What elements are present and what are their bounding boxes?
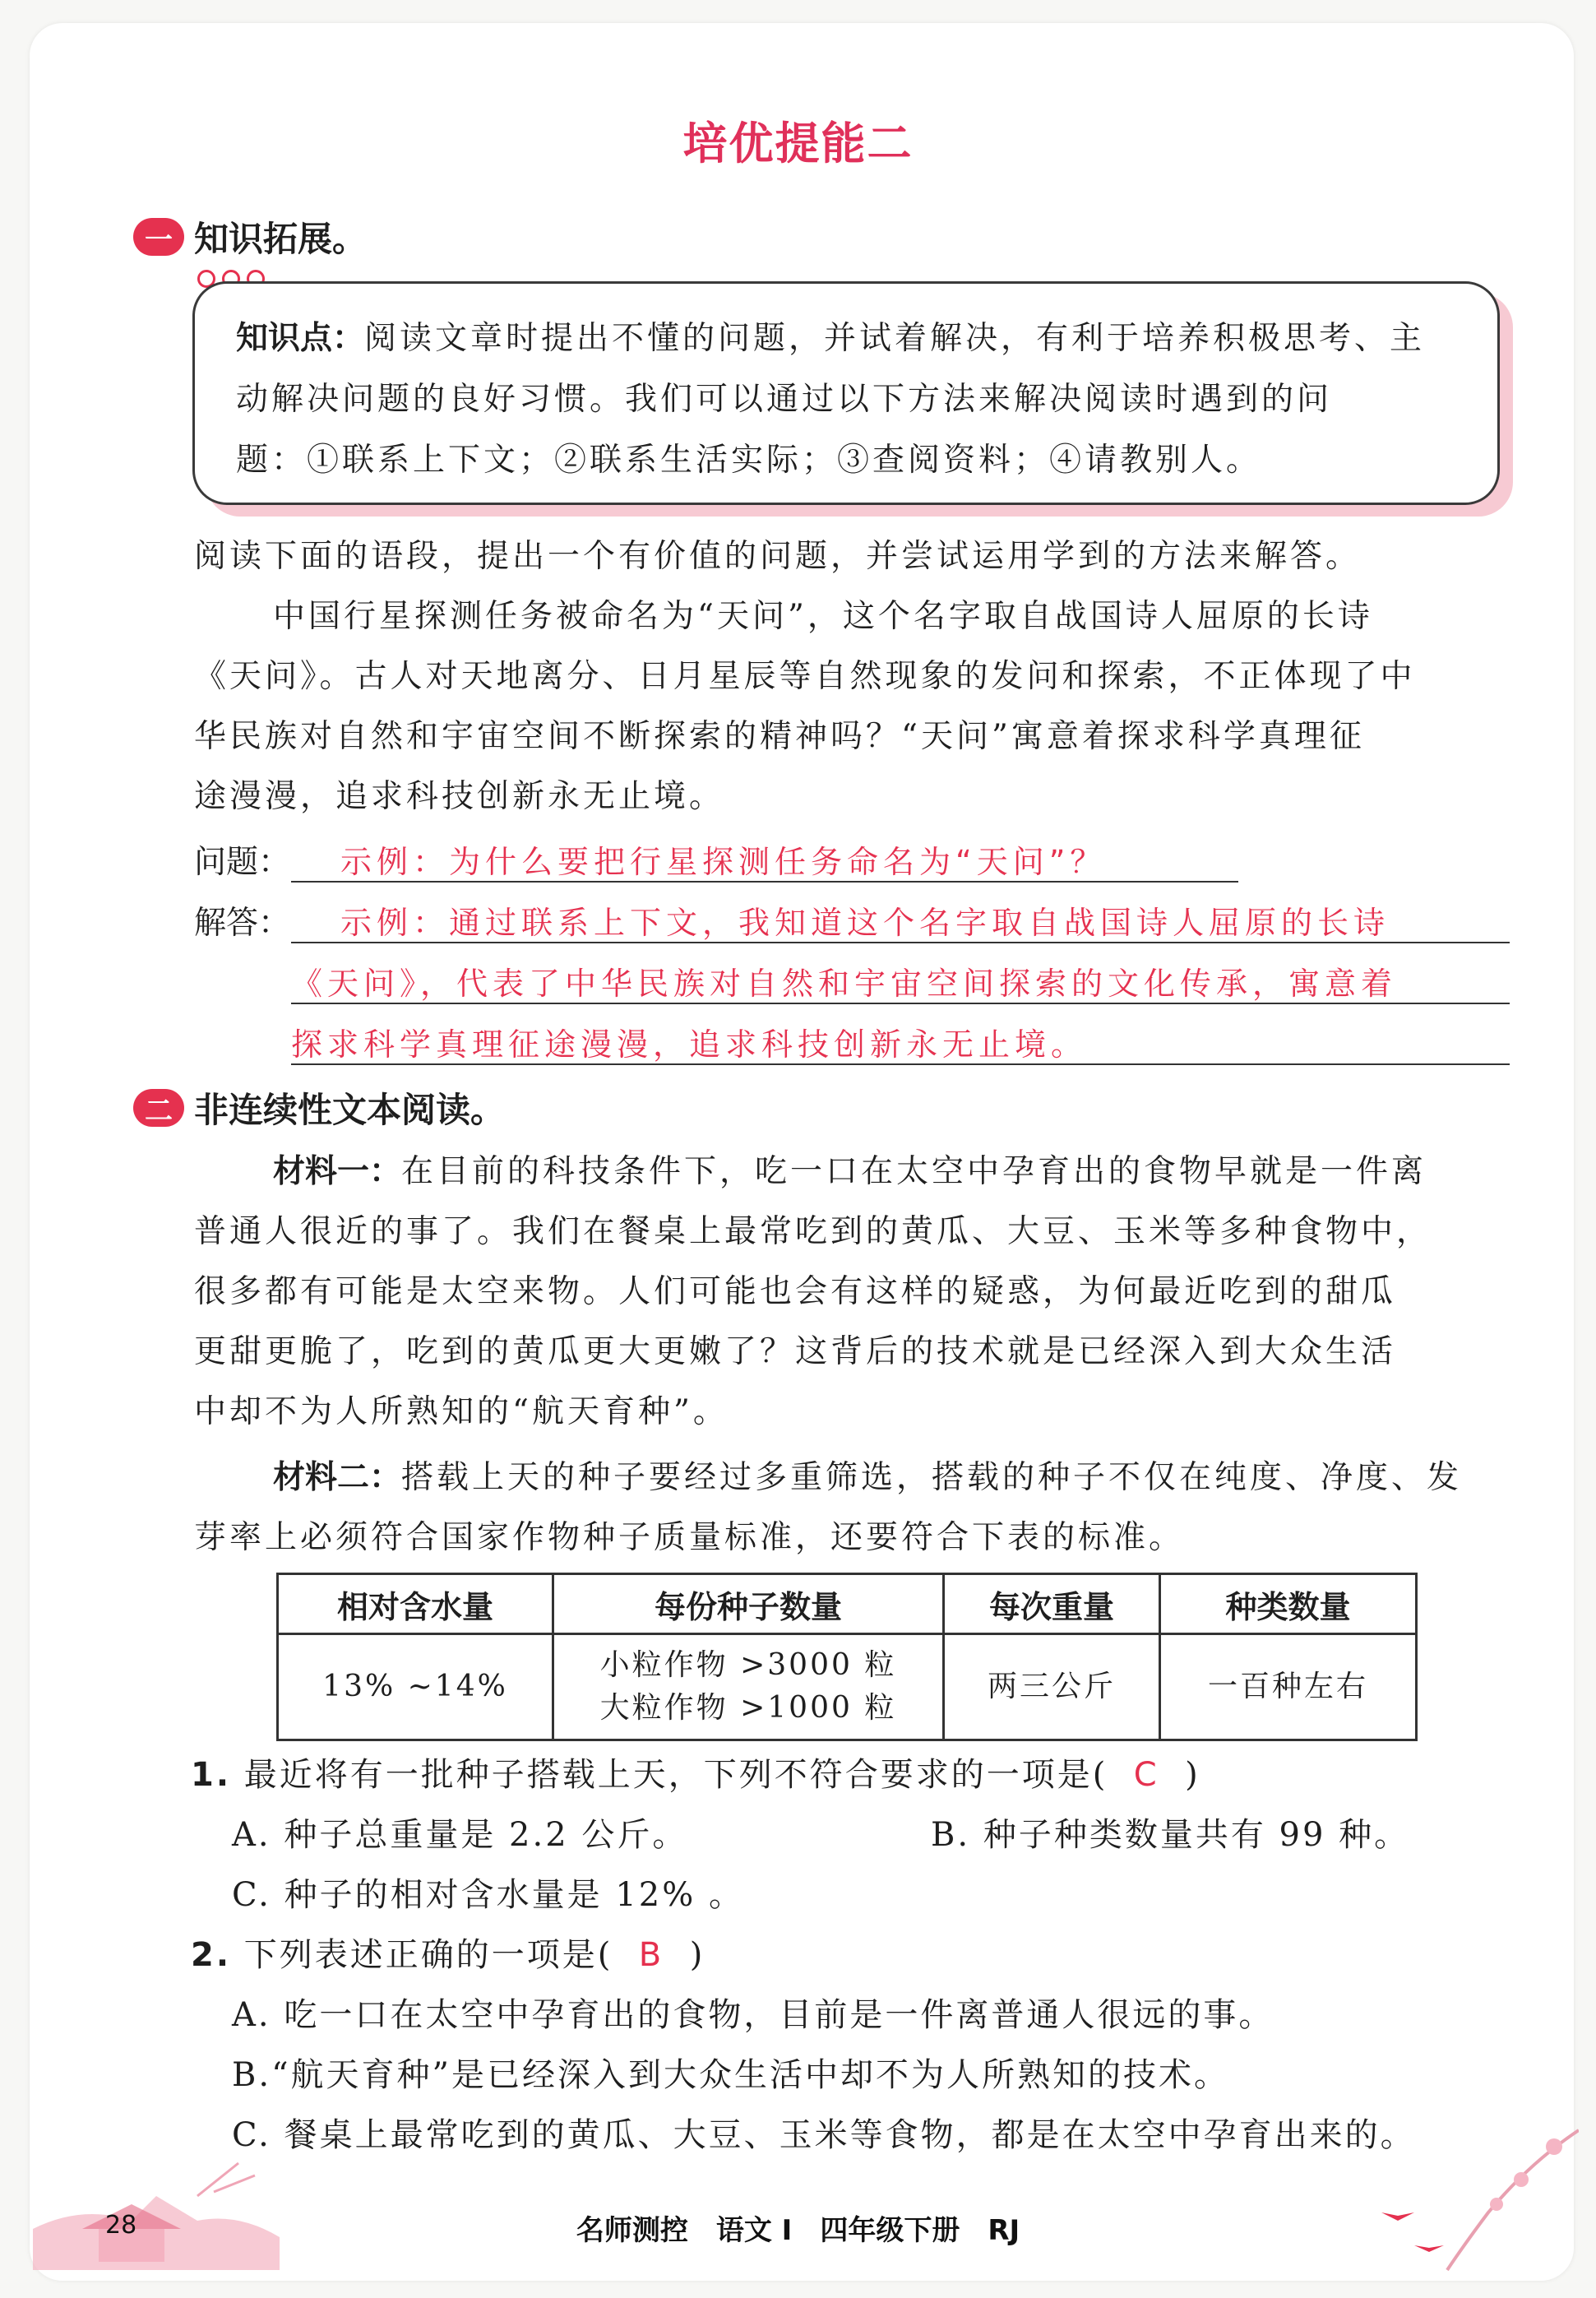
q1-stem: 最近将有一批种子搭载上天，下列不符合要求的一项是( <box>243 1756 1108 1794</box>
count-line: 大粒作物 >1000 粒 <box>599 1691 897 1725</box>
answer-label: 解答： <box>194 905 291 942</box>
q2-stem: 下列表述正确的一项是( <box>243 1936 613 1974</box>
passage-line: 中国行星探测任务被命名为“天问”，这个名字取自战国诗人屈原的长诗 <box>273 598 1373 635</box>
section-1-header <box>133 211 367 263</box>
section-2-title: 非连续性文本阅读。 <box>194 1090 506 1130</box>
table-header: 每次重量 <box>944 1574 1160 1634</box>
q2-option-c: C. 餐桌上最常吃到的黄瓜、大豆、玉米等食物，都是在太空中孕育出来的。 <box>232 2116 1416 2154</box>
branch-birds-decoration-icon <box>1365 2114 1579 2278</box>
material-line: 更甜更脆了，吃到的黄瓜更大更嫩了？这背后的技术就是已经深入到大众生活 <box>194 1333 1397 1370</box>
knowledge-line: 动解决问题的良好习惯。我们可以通过以下方法来解决阅读时遇到的问 <box>236 381 1333 418</box>
section-2-badge: 二 <box>133 1089 184 1127</box>
passage-line: 途漫漫，追求科技创新永无止境。 <box>194 778 725 815</box>
q2-answer: B <box>638 1936 664 1974</box>
table-cell-moisture: 13% ~14% <box>278 1634 553 1740</box>
material-line: 芽率上必须符合国家作物种子质量标准，还要符合下表的标准。 <box>194 1519 1185 1556</box>
answer-line: 《天问》，代表了中华民族对自然和宇宙空间探索的文化传承，寓意着 <box>291 958 1510 1004</box>
table-header-row <box>278 1574 1417 1634</box>
table-header: 种类数量 <box>1160 1574 1417 1634</box>
q2-stem-row <box>191 1925 1523 1985</box>
table-cell-kinds: 一百种左右 <box>1160 1634 1417 1740</box>
table-cell-count <box>553 1634 944 1740</box>
material-1 <box>194 1142 1506 1442</box>
knowledge-box <box>192 281 1500 505</box>
answer-line: 示例：通过联系上下文，我知道这个名字取自战国诗人屈原的长诗 <box>291 897 1510 943</box>
table-cell-weight: 两三公斤 <box>944 1634 1160 1740</box>
q1-stem-row <box>191 1745 1523 1805</box>
q2-number: 2. <box>191 1936 232 1974</box>
instruction: 阅读下面的语段，提出一个有价值的问题，并尝试运用学到的方法来解答。 <box>194 538 1362 575</box>
footer-text: 名师测控 语文 I 四年级下册 RJ <box>576 2214 1020 2247</box>
q1-number: 1. <box>191 1756 232 1794</box>
question-label: 问题： <box>194 844 291 881</box>
page-title: 培优提能二 <box>682 118 914 169</box>
material-line: 中却不为人所熟知的“航天育种”。 <box>194 1393 729 1430</box>
page-number: 28 <box>105 2211 137 2240</box>
qa-block <box>194 827 1510 1070</box>
table-row <box>278 1634 1417 1740</box>
material-2-label: 材料二： <box>273 1459 402 1496</box>
knowledge-line: 阅读文章时提出不懂的问题，并试着解决，有利于培养积极思考、主 <box>364 320 1426 357</box>
q1-options-row <box>191 1805 1523 1865</box>
q1-option-c: C. 种子的相对含水量是 12% 。 <box>232 1876 744 1914</box>
material-line: 搭载上天的种子要经过多重筛选，搭载的种子不仅在纯度、净度、发 <box>401 1459 1463 1496</box>
section-2-header <box>133 1082 505 1134</box>
count-line: 小粒作物 >3000 粒 <box>599 1648 897 1682</box>
knowledge-line: 题：①联系上下文；②联系生活实际；③查阅资料；④请教别人。 <box>236 442 1262 479</box>
q1-answer: C <box>1133 1756 1159 1794</box>
answer-line: 探求科学真理征途漫漫，追求科技创新永无止境。 <box>291 1019 1510 1065</box>
q1-option-a: A. 种子总重量是 2.2 公斤。 <box>232 1816 688 1854</box>
q2-close: ) <box>689 1936 705 1974</box>
section-1-badge: 一 <box>133 218 184 256</box>
material-line: 很多都有可能是太空来物。人们可能也会有这样的疑惑，为何最近吃到的甜瓜 <box>194 1273 1397 1310</box>
section-1-title: 知识拓展。 <box>194 219 368 259</box>
table-header: 每份种子数量 <box>553 1574 944 1634</box>
q2-option-b: B.“航天育种”是已经深入到大众生活中却不为人所熟知的技术。 <box>232 2056 1230 2094</box>
material-2 <box>194 1448 1506 1568</box>
q2-option-a: A. 吃一口在太空中孕育出的食物，目前是一件离普通人很远的事。 <box>232 1996 1274 2034</box>
q1-close: ) <box>1185 1756 1200 1794</box>
knowledge-label: 知识点： <box>236 320 365 357</box>
material-line: 在目前的科技条件下，吃一口在太空中孕育出的食物早就是一件离 <box>401 1153 1427 1190</box>
passage-line: 华民族对自然和宇宙空间不断探索的精神吗？“天问”寓意着探求科学真理征 <box>194 718 1365 755</box>
seed-standard-table <box>276 1573 1418 1741</box>
table-header: 相对含水量 <box>278 1574 553 1634</box>
passage-block <box>194 526 1506 827</box>
passage-line: 《天问》。古人对天地离分、日月星辰等自然现象的发问和探索，不正体现了中 <box>194 658 1416 695</box>
questions <box>191 1745 1523 2166</box>
q1-option-b: B. 种子种类数量共有 99 种。 <box>931 1816 1410 1854</box>
material-1-label: 材料一： <box>273 1153 402 1190</box>
question-answer: 示例：为什么要把行星探测任务命名为“天问”？ <box>291 836 1238 883</box>
material-line: 普通人很近的事了。我们在餐桌上最常吃到的黄瓜、大豆、玉米等多种食物中， <box>194 1213 1432 1250</box>
